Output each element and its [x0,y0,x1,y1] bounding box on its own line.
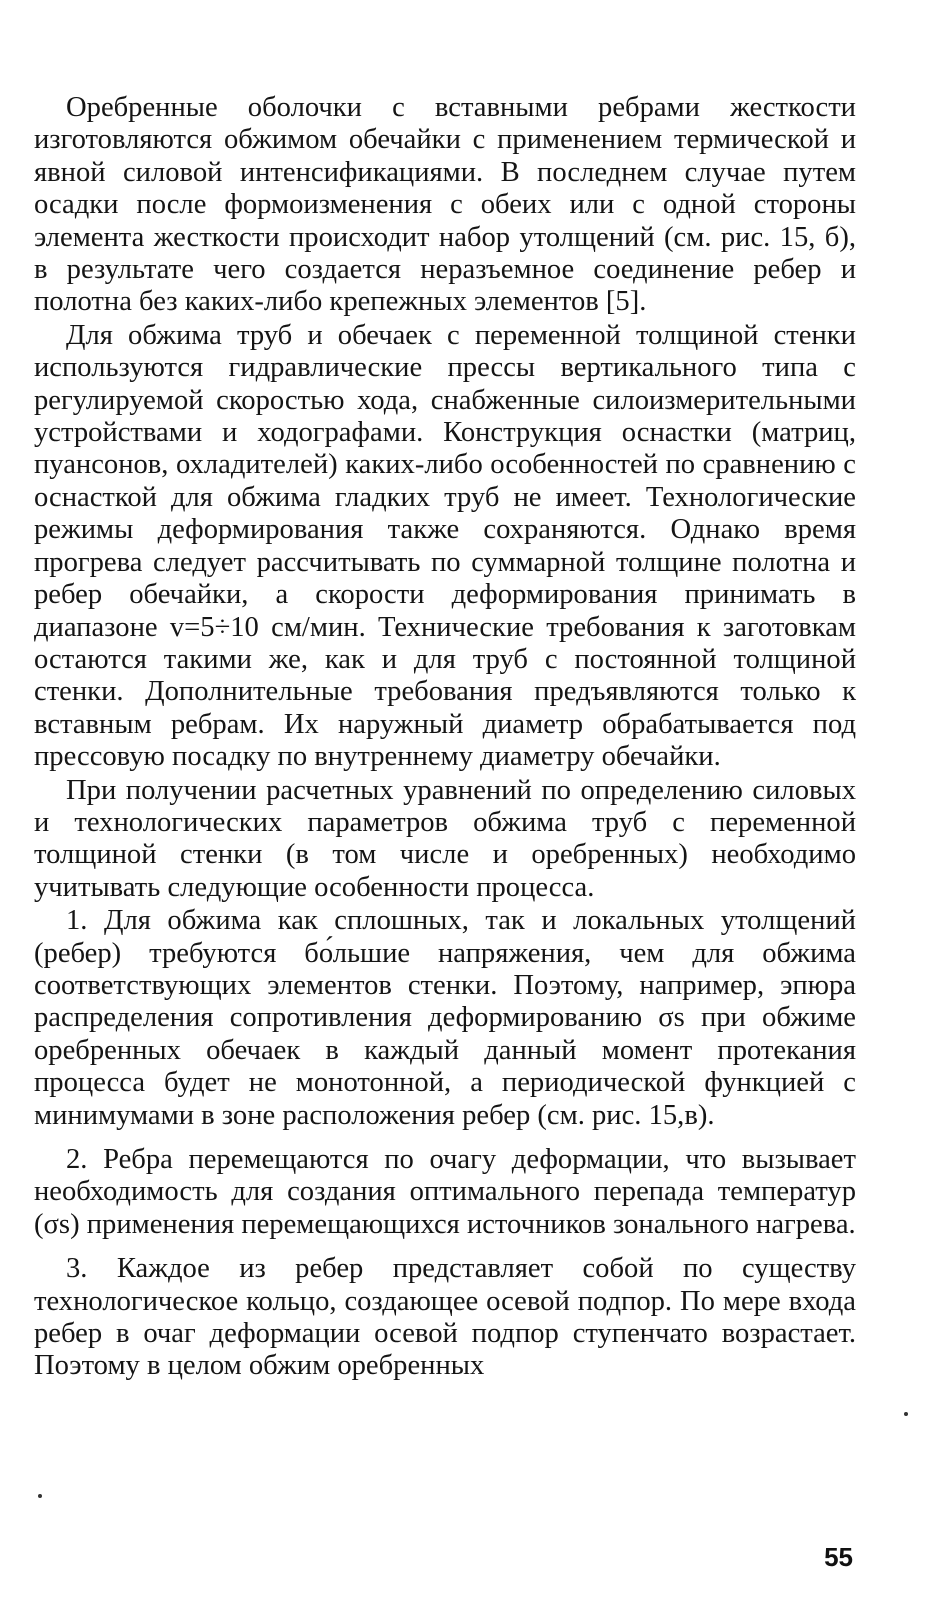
paragraph-4: 1. Для обжима как сплошных, так и локальных утолщений (ребер) требуются бо́льшие напряжения, чем для обжима соответствующих элементов стенки. Поэтому, например, эпюра распределения сопротивления деформированию σs при обжиме оребренных обечаек в каждый данный момент протекания процесса будет не монотонной, а периодической функцией с минимумами в зоне расположения ребер (см. рис. 15,в). [34,905,856,1131]
paragraph-1: Оребренные оболочки с вставными ребрами жесткости изготовляются обжимом обечайки с применением термической и явной силовой интенсификациями. В последнем случае путем осадки после формоизменения с обеих или с одной стороны элемента жесткости происходит набор утолщений (см. рис. 15, б), в результате чего создается неразъемное соединение ребер и полотна без каких-либо крепежных элементов [5]. [34,92,856,318]
scan-speck [38,1494,42,1498]
page-body [34,92,856,1383]
paragraph-2: Для обжима труб и обечаек с переменной толщиной стенки используются гидравлические прессы вертикального типа с регулируемой скоростью хода, снабженные силоизмерительными устройствами и ходографами. Конструкция оснастки (матриц, пуансонов, охладителей) каких-либо особенностей по сравнению с оснасткой для обжима гладких труб не имеет. Технологические режимы деформирования также сохраняются. Однако время прогрева следует рассчитывать по суммарной толщине полотна и ребер обечайки, а скорости деформирования принимать в диапазоне v=5÷10 см/мин. Технические требования к заготовкам остаются такими же, как и для труб с постоянной толщиной стенки. Дополнительные требования предъявляются только к вставным ребрам. Их наружный диаметр обрабатывается под прессовую посадку по внутреннему диаметру обечайки. [34,319,856,773]
paragraph-5: 2. Ребра перемещаются по очагу деформации, что вызывает необходимость для создания оптимального перепада температур (σs) применения перемещающихся источников зонального нагрева. [34,1144,856,1240]
paragraph-6: 3. Каждое из ребер представляет собой по существу технологическое кольцо, создающее осевой подпор. По мере входа ребер в очаг деформации осевой подпор ступенчато возрастает. Поэтому в целом обжим оребренных [34,1253,856,1382]
paragraph-3: При получении расчетных уравнений по определению силовых и технологических параметров обжима труб с переменной толщиной стенки (в том числе и оребренных) необходимо учитывать следующие особенности процесса. [34,774,856,903]
scan-speck [904,1412,908,1416]
page-number: 55 [824,1542,853,1572]
